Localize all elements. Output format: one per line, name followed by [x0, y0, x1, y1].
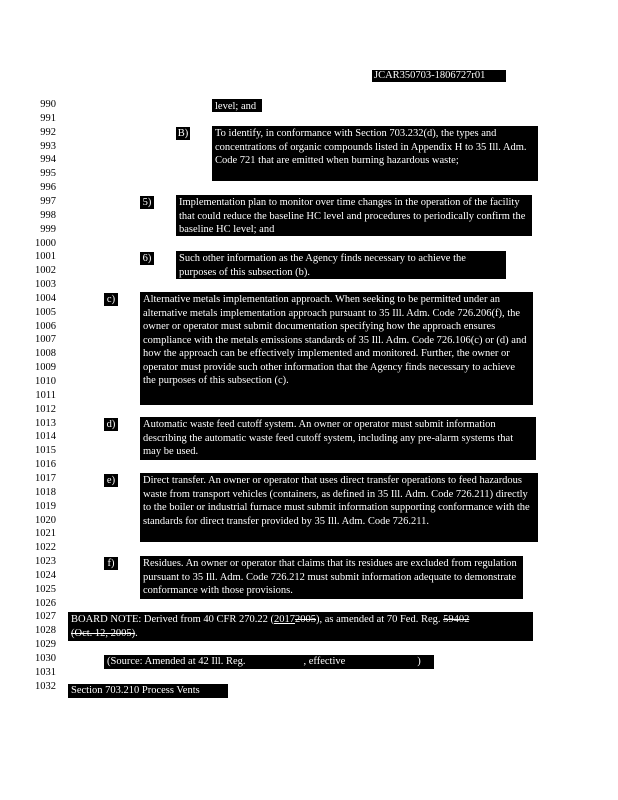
line-number: 1018: [35, 486, 56, 498]
paragraph-5: Implementation plan to monitor over time changes in the operation of the facility that could reduce the baseline HC level and procedures to periodically confirm the baseline HC level; and: [176, 195, 532, 236]
line-number: 1022: [35, 542, 56, 554]
line-number: 1020: [35, 514, 56, 526]
line-number: 1030: [35, 653, 56, 664]
line-number: 999: [40, 223, 56, 235]
item-label-b: B): [177, 128, 189, 139]
level-continuation: level; and: [212, 99, 262, 112]
source-note: (Source: Amended at 42 Ill. Reg. , effective ): [104, 655, 434, 669]
item-label-f: f): [104, 557, 118, 570]
line-number: 1027: [35, 611, 56, 623]
line-number: 1025: [35, 583, 56, 595]
line-number: 995: [40, 168, 56, 180]
line-number: 1015: [35, 445, 56, 457]
line-number: 1002: [35, 265, 56, 277]
line-number: 1017: [35, 472, 56, 484]
line-number: 997: [40, 195, 56, 207]
line-number: 1021: [35, 528, 56, 540]
line-number: 998: [40, 209, 56, 221]
line-number: 996: [40, 182, 56, 194]
year-deleted: 2005: [295, 614, 316, 625]
paragraph-6: Such other information as the Agency finds necessary to achieve the purposes of this subsection (b).: [176, 251, 506, 279]
item-label-c: c): [104, 293, 118, 306]
line-number: 994: [40, 154, 56, 166]
line-number: 1010: [35, 376, 56, 387]
line-number: 993: [40, 140, 56, 152]
section-heading: Section 703.210 Process Vents: [68, 684, 228, 698]
line-number: 1029: [35, 639, 56, 651]
line-number: 991: [40, 112, 56, 124]
line-number: 1023: [35, 556, 56, 567]
line-number: 1000: [35, 237, 56, 249]
line-number: 1005: [35, 306, 56, 318]
line-number: 1006: [35, 320, 56, 332]
line-number: 1007: [35, 334, 56, 346]
line-number: 1026: [35, 597, 56, 609]
line-number: 992: [40, 126, 56, 138]
item-label-e: e): [104, 474, 118, 487]
line-number: 1032: [35, 680, 56, 692]
line-number: 990: [40, 99, 56, 110]
line-number: 1013: [35, 417, 56, 429]
line-number: 1008: [35, 348, 56, 360]
line-number: 1016: [35, 459, 56, 471]
item-label-d: d): [104, 418, 118, 431]
line-number: 1012: [35, 403, 56, 415]
line-number: 1028: [35, 625, 56, 637]
paragraph-d: Automatic waste feed cutoff system. An owner or operator must submit information describing the automatic waste feed cutoff system, including any pre-alarm systems that may be used.: [140, 417, 536, 460]
board-note: BOARD NOTE: Derived from 40 CFR 270.22 (20172005), as amended at 70 Fed. Reg. 59402 (Oct. 12, 2005).: [68, 612, 533, 641]
line-number: 1011: [35, 389, 56, 401]
item-label-5: 5): [140, 196, 154, 209]
line-number: 1014: [35, 431, 56, 443]
document-id: JCAR350703-1806727r01: [372, 70, 506, 82]
line-number: 1001: [35, 251, 56, 263]
line-number: 1019: [35, 500, 56, 512]
line-number: 1031: [35, 666, 56, 678]
line-number: 1004: [35, 292, 56, 304]
line-number: 1024: [35, 569, 56, 581]
line-number: 1009: [35, 362, 56, 374]
paragraph-b: To identify, in conformance with Section 703.232(d), the types and concentrations of organic compounds listed in Appendix H to 35 Ill. Adm. Code 721 that are emitted when burning hazardous waste;: [212, 126, 538, 181]
item-label-6: 6): [140, 252, 154, 265]
year-inserted: 2017: [274, 614, 295, 625]
date-deleted: (Oct. 12, 2005): [71, 627, 136, 639]
paragraph-c: Alternative metals implementation approach. When seeking to be permitted under an alternative metals implementation approach pursuant to 35 Ill. Adm. Code 726.206(f), the owner or operator must submit documentation specifying how the approach ensures compliance with the metals emissions standards of 35 Ill. Adm. Code 726.106(c) or (d) and how the approach can be effectively implemented and monitored. Further, the owner or operator must provide such other information that the Agency finds necessary to achieve the purposes of this subsection (c).: [140, 292, 533, 405]
line-number: 1003: [35, 279, 56, 290]
paragraph-f: Residues. An owner or operator that claims that its residues are excluded from regulation pursuant to 35 Ill. Adm. Code 726.212 must submit information adequate to demonstrate conformance with those provisions.: [140, 556, 523, 599]
page-deleted: 59402: [443, 614, 470, 625]
paragraph-e: Direct transfer. An owner or operator that uses direct transfer operations to feed hazardous waste from transport vehicles (containers, as defined in 35 Ill. Adm. Code 726.211) directly to the boiler or industrial furnace must submit information supporting conformance with the standards for direct transfer provided by 35 Ill. Adm. Code 726.211.: [140, 473, 538, 542]
